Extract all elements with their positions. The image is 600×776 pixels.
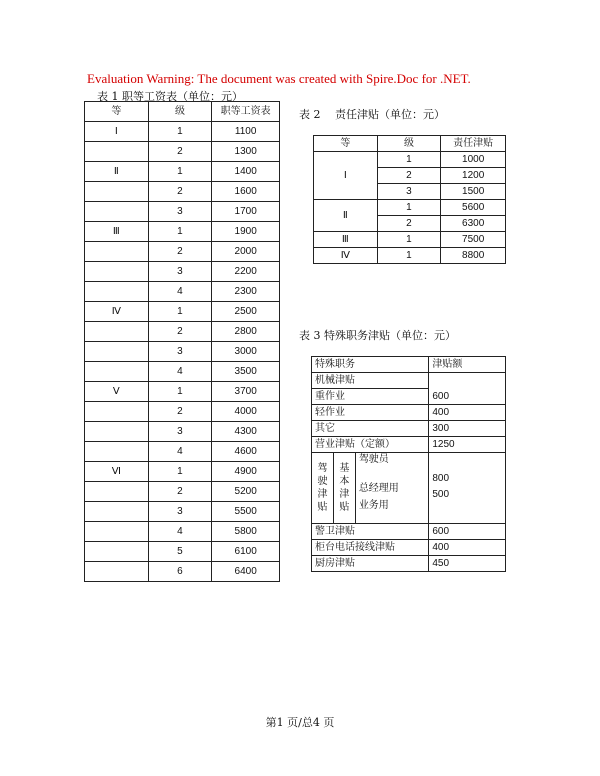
- table-row: [85, 542, 280, 562]
- table-row: [85, 482, 280, 502]
- table-row: [85, 242, 280, 262]
- salary-cell: 1100: [212, 122, 280, 142]
- table-header-row: [312, 357, 506, 373]
- grade-cell: [85, 442, 149, 462]
- business-allowance-label: 营业津贴（定额）: [312, 437, 429, 453]
- grade-cell: [85, 182, 149, 202]
- table-row: [85, 442, 280, 462]
- level-cell: 1: [148, 122, 212, 142]
- header-position: 特殊职务: [312, 357, 429, 373]
- table-row: [312, 437, 506, 453]
- grade-cell: Ⅲ: [314, 232, 378, 248]
- level-cell: 2: [377, 168, 441, 184]
- table-row: [85, 522, 280, 542]
- salary-cell: 3500: [212, 362, 280, 382]
- level-cell: 2: [148, 142, 212, 162]
- salary-cell: 2200: [212, 262, 280, 282]
- salary-cell: 6400: [212, 562, 280, 582]
- salary-grade-table: [84, 101, 280, 582]
- table-row: [314, 248, 506, 264]
- responsibility-allowance-table: [313, 135, 506, 264]
- special-allowance-table: [311, 356, 506, 572]
- level-cell: 5: [148, 542, 212, 562]
- grade-cell: [85, 402, 149, 422]
- header-level: 级: [377, 136, 441, 152]
- driving-value-1: 800: [432, 473, 450, 484]
- basic-char: 基: [339, 463, 350, 474]
- level-cell: 2: [148, 402, 212, 422]
- kitchen-allowance-label: 厨房津贴: [312, 556, 429, 572]
- level-cell: 3: [148, 342, 212, 362]
- grade-cell: [85, 422, 149, 442]
- driving-char: 驶: [317, 476, 328, 487]
- table-header-row: [85, 102, 280, 122]
- salary-cell: 1400: [212, 162, 280, 182]
- header-amount: 津贴额: [429, 357, 506, 373]
- header-level: 级: [148, 102, 212, 122]
- salary-cell: 3000: [212, 342, 280, 362]
- table-row: [85, 162, 280, 182]
- salary-cell: 2000: [212, 242, 280, 262]
- basic-char: 津: [339, 489, 350, 500]
- grade-cell: Ⅳ: [314, 248, 378, 264]
- business-allowance-value: 1250: [429, 437, 506, 453]
- allowance-cell: 6300: [441, 216, 506, 232]
- level-cell: 2: [148, 242, 212, 262]
- salary-cell: 2300: [212, 282, 280, 302]
- grade-cell: [85, 522, 149, 542]
- grade-cell: [85, 322, 149, 342]
- header-allowance: 责任津贴: [441, 136, 506, 152]
- level-cell: 1: [148, 222, 212, 242]
- salary-cell: 4900: [212, 462, 280, 482]
- table1-caption: 表 1 职等工资表（单位：元）: [97, 90, 243, 103]
- table-row: [85, 402, 280, 422]
- allowance-cell: 8800: [441, 248, 506, 264]
- level-cell: 2: [148, 322, 212, 342]
- grade-cell: [85, 542, 149, 562]
- level-cell: 1: [148, 162, 212, 182]
- grade-cell: Ⅱ: [314, 200, 378, 232]
- salary-cell: 1600: [212, 182, 280, 202]
- table-row: [85, 362, 280, 382]
- salary-cell: 1700: [212, 202, 280, 222]
- table-row: [85, 262, 280, 282]
- table-row: [314, 152, 506, 168]
- driver-label: 驾驶员: [355, 453, 429, 479]
- table-row: [312, 421, 506, 437]
- table-row: [312, 524, 506, 540]
- grade-cell: Ⅱ: [85, 162, 149, 182]
- table-row: [85, 502, 280, 522]
- grade-cell: Ⅵ: [85, 462, 149, 482]
- level-cell: 1: [148, 302, 212, 322]
- level-cell: 4: [148, 362, 212, 382]
- table-row: [312, 453, 506, 479]
- header-salary: 职等工资表: [212, 102, 280, 122]
- basic-char: 贴: [339, 502, 350, 513]
- guard-allowance-label: 警卫津贴: [312, 524, 429, 540]
- table-row: [312, 540, 506, 556]
- table-row: [85, 342, 280, 362]
- level-cell: 4: [148, 282, 212, 302]
- table-row: [85, 462, 280, 482]
- table-row: [85, 182, 280, 202]
- driving-value-2: 500: [432, 489, 450, 500]
- salary-cell: 5200: [212, 482, 280, 502]
- heavy-work-label: 重作业: [312, 389, 429, 405]
- table-row: [314, 200, 506, 216]
- table-row: [85, 562, 280, 582]
- table-row: [312, 405, 506, 421]
- salary-cell: 5500: [212, 502, 280, 522]
- salary-grade-table-body: [85, 122, 280, 582]
- table-row: [85, 122, 280, 142]
- table3-caption: 表 3 特殊职务津贴（单位：元）: [299, 329, 456, 342]
- table-row: [312, 556, 506, 572]
- grade-cell: [85, 362, 149, 382]
- kitchen-allowance-value: 450: [429, 556, 506, 572]
- grade-cell: Ⅰ: [85, 122, 149, 142]
- table-row: [85, 282, 280, 302]
- allowance-cell: 7500: [441, 232, 506, 248]
- grade-cell: [85, 562, 149, 582]
- level-cell: 3: [148, 502, 212, 522]
- table-row: [314, 232, 506, 248]
- salary-cell: 1900: [212, 222, 280, 242]
- grade-cell: [85, 262, 149, 282]
- light-work-label: 轻作业: [312, 405, 429, 421]
- driving-allowance-label: [312, 453, 334, 524]
- level-cell: 2: [148, 182, 212, 202]
- driving-char: 津: [317, 489, 328, 500]
- table-row: [85, 222, 280, 242]
- grade-cell: [85, 202, 149, 222]
- table-row: [85, 382, 280, 402]
- other-value: 300: [429, 421, 506, 437]
- table-header-row: [314, 136, 506, 152]
- driving-char: 驾: [317, 463, 328, 474]
- grade-cell: [85, 142, 149, 162]
- grade-cell: Ⅴ: [85, 382, 149, 402]
- heavy-work-value: 600: [429, 373, 506, 405]
- level-cell: 1: [148, 382, 212, 402]
- table-row: [85, 202, 280, 222]
- salary-cell: 5800: [212, 522, 280, 542]
- salary-cell: 4600: [212, 442, 280, 462]
- level-cell: 1: [377, 200, 441, 216]
- header-grade: 等: [314, 136, 378, 152]
- level-cell: 3: [148, 202, 212, 222]
- grade-cell: Ⅲ: [85, 222, 149, 242]
- table-row: [85, 422, 280, 442]
- salary-cell: 4300: [212, 422, 280, 442]
- phone-allowance-value: 400: [429, 540, 506, 556]
- grade-cell: Ⅰ: [314, 152, 378, 200]
- salary-cell: 2800: [212, 322, 280, 342]
- grade-cell: [85, 502, 149, 522]
- grade-cell: [85, 482, 149, 502]
- light-work-value: 400: [429, 405, 506, 421]
- table-row: [85, 302, 280, 322]
- level-cell: 2: [377, 216, 441, 232]
- salary-cell: 6100: [212, 542, 280, 562]
- salary-cell: 4000: [212, 402, 280, 422]
- driving-values: [429, 453, 506, 524]
- machine-allowance-label: 机械津贴: [312, 373, 429, 389]
- level-cell: 3: [377, 184, 441, 200]
- phone-allowance-label: 柜台电话接线津贴: [312, 540, 429, 556]
- level-cell: 4: [148, 442, 212, 462]
- allowance-cell: 1200: [441, 168, 506, 184]
- salary-cell: 3700: [212, 382, 280, 402]
- level-cell: 2: [148, 482, 212, 502]
- grade-cell: [85, 342, 149, 362]
- guard-allowance-value: 600: [429, 524, 506, 540]
- general-manager-label: 总经理用: [355, 478, 429, 500]
- grade-cell: [85, 242, 149, 262]
- level-cell: 1: [148, 462, 212, 482]
- page-footer: 第1 页/总4 页: [265, 716, 335, 729]
- allowance-cell: 1500: [441, 184, 506, 200]
- driving-char: 贴: [317, 502, 328, 513]
- grade-cell: [85, 282, 149, 302]
- table-row: [85, 142, 280, 162]
- level-cell: 4: [148, 522, 212, 542]
- table2-caption: 表 2 责任津贴（单位：元）: [299, 108, 445, 121]
- table-row: [85, 322, 280, 342]
- other-label: 其它: [312, 421, 429, 437]
- level-cell: 1: [377, 248, 441, 264]
- level-cell: 1: [377, 232, 441, 248]
- business-use-label: 业务用: [355, 501, 429, 524]
- level-cell: 1: [377, 152, 441, 168]
- salary-cell: 1300: [212, 142, 280, 162]
- grade-cell: Ⅳ: [85, 302, 149, 322]
- salary-cell: 2500: [212, 302, 280, 322]
- level-cell: 6: [148, 562, 212, 582]
- header-grade: 等: [85, 102, 149, 122]
- allowance-cell: 1000: [441, 152, 506, 168]
- basic-allowance-label: [333, 453, 355, 524]
- table-row: [312, 373, 506, 389]
- level-cell: 3: [148, 262, 212, 282]
- responsibility-allowance-table-body: [314, 152, 506, 264]
- basic-char: 本: [339, 476, 350, 487]
- evaluation-warning: Evaluation Warning: The document was created with Spire.Doc for .NET.: [87, 71, 471, 86]
- allowance-cell: 5600: [441, 200, 506, 216]
- level-cell: 3: [148, 422, 212, 442]
